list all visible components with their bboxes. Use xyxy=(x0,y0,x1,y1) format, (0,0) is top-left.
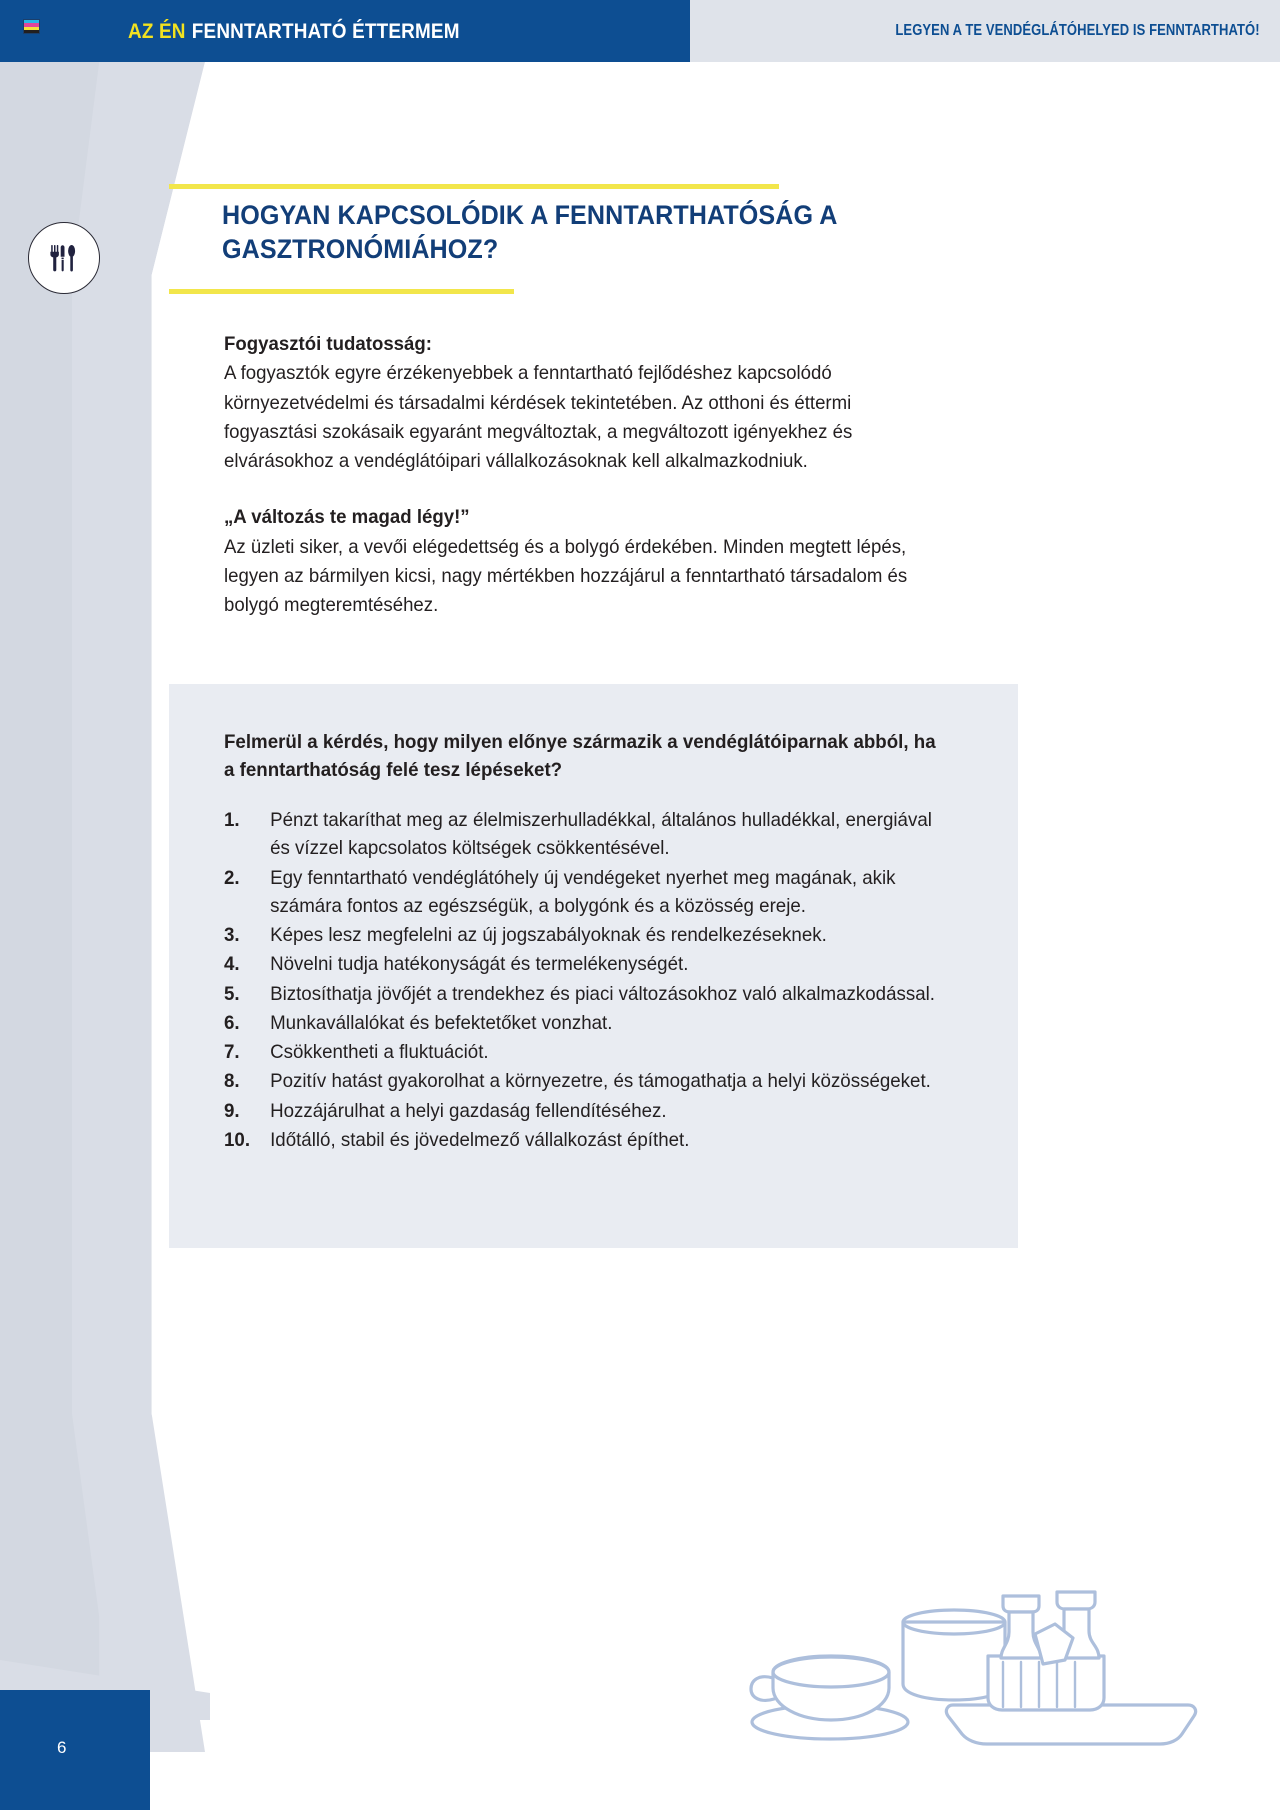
list-item xyxy=(224,980,954,1008)
paragraph-text-1: A fogyasztók egyre érzékenyebbek a fenntartható fejlődéshez kapcsolódó környezetvédelmi és társadalmi kérdések tekintetében. Az otthoni és éttermi fogyasztási szokásaik egyaránt megváltoztak, a megváltozott igényekhez és elvárásokhoz a vendéglátóipari vállalkozásoknak kell alkalmazkodniuk. xyxy=(224,362,853,472)
list-item xyxy=(224,1097,954,1125)
page-title: HOGYAN KAPCSOLÓDIK A FENNTARTHATÓSÁG A GASZTRONÓMIÁHOZ? xyxy=(222,200,837,265)
brand-highlight: AZ ÉN xyxy=(128,18,186,43)
list-item xyxy=(224,1126,954,1154)
cmyk-color-bar-icon xyxy=(23,19,40,34)
paragraph-lead-2: „A változás te magad légy!” xyxy=(224,506,470,529)
list-item-text: Pozitív hatást gyakorolhat a környezetre, és támogathatja a helyi közösségeket. xyxy=(270,1070,931,1093)
paragraph-lead-1: Fogyasztói tudatosság: xyxy=(224,333,432,355)
footer-page-tab xyxy=(0,1690,150,1810)
list-item xyxy=(224,864,954,921)
list-item-text: Munkavállalókat és befektetőket vonzhat. xyxy=(270,1011,613,1034)
cutlery-badge xyxy=(28,222,100,294)
list-item-text: Hozzájárulhat a helyi gazdaság fellendítéséhez. xyxy=(270,1099,667,1122)
infobox-heading: Felmerül a kérdés, hogy milyen előnye származik a vendéglátóiparnak abból, ha a fenntarthatóság felé tesz lépéseket? xyxy=(224,731,936,781)
benefits-infobox xyxy=(169,684,1018,1248)
body-text xyxy=(224,330,945,620)
list-item-text: Csökkentheti a fluktuációt. xyxy=(270,1041,489,1064)
list-item-text: Időtálló, stabil és jövedelmező vállalkozást építhet. xyxy=(270,1128,690,1151)
list-item-number: 6. xyxy=(224,1011,240,1034)
list-item-number: 3. xyxy=(224,924,240,947)
list-item xyxy=(224,950,954,978)
paragraph-consumer-awareness xyxy=(224,330,945,476)
paragraph-text-2: Az üzleti siker, a vevői elégedettség és a bolygó érdekében. Minden megtett lépés, legyen az bármilyen kicsi, nagy mértékben hozzájárul a fenntartható társadalom és bolygó megteremtéséhez. xyxy=(224,535,908,616)
list-item-text: Pénzt takaríthat meg az élelmiszerhulladékkal, általános hulladékkal, energiával és vízzel kapcsolatos költségek csökkentésével. xyxy=(270,809,932,860)
list-item-number: 1. xyxy=(224,809,240,831)
title-rule-bottom xyxy=(169,289,514,294)
list-item-number: 8. xyxy=(224,1070,240,1093)
list-item-number: 7. xyxy=(224,1041,240,1064)
list-item-number: 5. xyxy=(224,982,240,1005)
cutlery-fork-knife-spoon-icon xyxy=(44,238,84,278)
brand-rest: FENNTARTHATÓ ÉTTERMEM xyxy=(191,18,460,43)
list-item xyxy=(224,1009,954,1037)
list-item-text: Növelni tudja hatékonyságát és termelékenységét. xyxy=(270,953,689,976)
page-number: 6 xyxy=(57,1738,67,1757)
list-item xyxy=(224,1038,954,1066)
list-item-text: Képes lesz megfelelni az új jogszabályoknak és rendelkezéseknek. xyxy=(270,924,827,947)
list-item xyxy=(224,921,954,949)
brand-title xyxy=(128,0,460,62)
header-tagline: LEGYEN A TE VENDÉGLÁTÓHELYED IS FENNTARTHATÓ! xyxy=(895,22,1260,39)
paragraph-be-the-change xyxy=(224,503,945,620)
list-item xyxy=(224,806,954,863)
benefits-list xyxy=(224,806,954,1155)
tableware-illustration xyxy=(735,1560,1205,1810)
list-item-number: 2. xyxy=(224,866,240,889)
list-item-text: Biztosíthatja jövőjét a trendekhez és piaci változásokhoz való alkalmazkodással. xyxy=(270,982,935,1005)
list-item-text: Egy fenntartható vendéglátóhely új vendégeket nyerhet meg magának, akik számára fontos az egészségük, a bolygónk és a közösség ereje. xyxy=(270,866,896,917)
list-item-number: 10. xyxy=(224,1128,251,1151)
list-item-number: 9. xyxy=(224,1099,240,1122)
list-item xyxy=(224,1067,954,1095)
title-rule-top xyxy=(169,184,779,189)
list-item-number: 4. xyxy=(224,953,240,976)
